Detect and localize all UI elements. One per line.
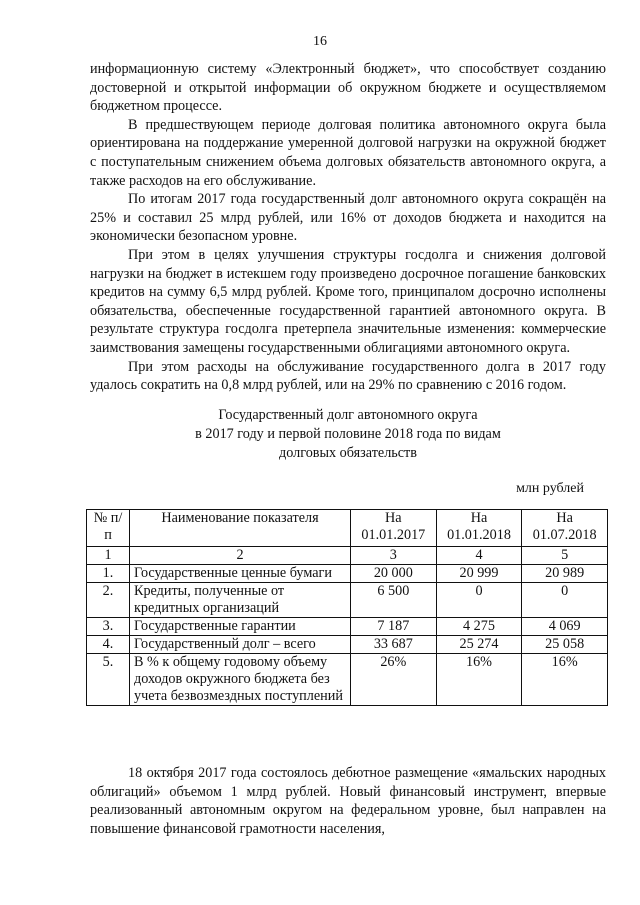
table-title-line-1: Государственный долг автономного округа: [218, 407, 478, 423]
body-text-top: [90, 60, 606, 395]
table-row: [87, 565, 608, 583]
row-value-1: 7 187: [351, 618, 437, 636]
index-cell: 5: [522, 547, 608, 565]
row-value-2: 4 275: [436, 618, 522, 636]
index-cell: 1: [87, 547, 130, 565]
row-name: В % к общему годовому объему доходов окружного бюджета без учета безвозмездных поступлений: [130, 654, 351, 706]
row-num: 5.: [87, 654, 130, 706]
row-value-3: 25 058: [522, 636, 608, 654]
header-col-2: На 01.01.2018: [436, 510, 522, 547]
table-title: [90, 406, 606, 463]
header-col-1: На 01.01.2017: [351, 510, 437, 547]
index-cell: 4: [436, 547, 522, 565]
row-name: Государственные гарантии: [130, 618, 351, 636]
row-num: 3.: [87, 618, 130, 636]
table-row: [87, 636, 608, 654]
row-value-2: 25 274: [436, 636, 522, 654]
row-value-3: 20 989: [522, 565, 608, 583]
table-header-row: [87, 510, 608, 547]
row-name: Государственный долг – всего: [130, 636, 351, 654]
index-cell: 2: [130, 547, 351, 565]
paragraph-2: В предшествующем периоде долговая политика автономного округа была ориентирована на поддержание умеренной долговой нагрузки на окружной бюджет с поступательным снижением объема долговых обязательств автономного округа, а также расходов на его обслуживание.: [90, 116, 606, 189]
row-name: Государственные ценные бумаги: [130, 565, 351, 583]
row-value-3: 4 069: [522, 618, 608, 636]
units-label: млн рублей: [516, 481, 584, 496]
body-text-bottom: [90, 764, 606, 838]
row-num: 4.: [87, 636, 130, 654]
row-value-1: 20 000: [351, 565, 437, 583]
index-cell: 3: [351, 547, 437, 565]
header-num: № п/п: [87, 510, 130, 547]
table-title-line-2: в 2017 году и первой половине 2018 года по видам: [195, 426, 501, 442]
row-value-3: 16%: [522, 654, 608, 706]
table-row: [87, 583, 608, 618]
row-value-3: 0: [522, 583, 608, 618]
row-value-2: 20 999: [436, 565, 522, 583]
header-name: Наименование показателя: [130, 510, 351, 547]
row-num: 1.: [87, 565, 130, 583]
table-row: [87, 618, 608, 636]
row-value-1: 26%: [351, 654, 437, 706]
row-value-1: 33 687: [351, 636, 437, 654]
page-number: 16: [313, 34, 327, 49]
table-row: [87, 654, 608, 706]
paragraph-4: При этом в целях улучшения структуры госдолга и снижения долговой нагрузки на бюджет в истекшем году произведено досрочное погашение банковских кредитов на сумму 6,5 млрд рублей. Кроме того, принципалом досрочно исполнены обязательства, обеспеченные государственной гарантией автономного округа. В результате структура госдолга претерпела значительные изменения: коммерческие заимствования замещены государственными облигациями автономного округа.: [90, 246, 606, 356]
row-value-1: 6 500: [351, 583, 437, 618]
table-index-row: [87, 547, 608, 565]
debt-table: [86, 509, 608, 706]
row-num: 2.: [87, 583, 130, 618]
row-value-2: 16%: [436, 654, 522, 706]
paragraph-5: При этом расходы на обслуживание государственного долга в 2017 году удалось сократить на 0,8 млрд рублей, или на 29% по сравнению с 2016 годом.: [90, 358, 606, 394]
paragraph-6: 18 октября 2017 года состоялось дебютное размещение «ямальских народных облигаций» объемом 1 млрд рублей. Новый финансовый инструмент, впервые реализованный автономным округом на федеральном уровне, был направлен на повышение финансовой грамотности населения,: [90, 765, 606, 837]
row-value-2: 0: [436, 583, 522, 618]
row-name: Кредиты, полученные от кредитных организаций: [130, 583, 351, 618]
table-title-line-3: долговых обязательств: [279, 445, 417, 461]
paragraph-3: По итогам 2017 года государственный долг автономного округа сокращён на 25% и составил 25 млрд рублей, или 16% от доходов бюджета и находится на экономически безопасном уровне.: [90, 191, 606, 245]
header-col-3: На 01.07.2018: [522, 510, 608, 547]
paragraph-1: информационную систему «Электронный бюджет», что способствует созданию достоверной и открытой информации об окружном бюджете и осуществляемом бюджетном процессе.: [90, 61, 606, 115]
